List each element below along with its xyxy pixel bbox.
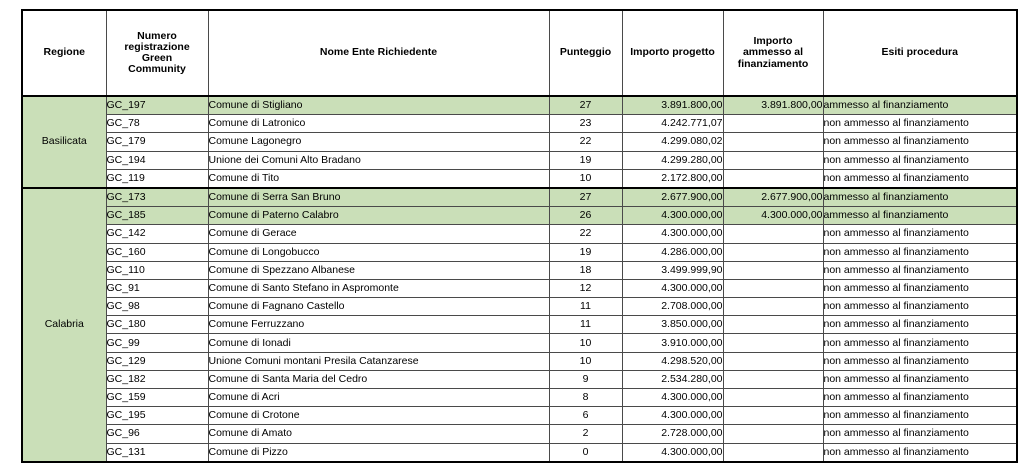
outcome-cell: ammesso al finanziamento [823, 96, 1017, 115]
registration-number-cell: GC_179 [106, 133, 208, 151]
registration-number-cell: GC_98 [106, 298, 208, 316]
outcome-cell: non ammesso al finanziamento [823, 298, 1017, 316]
admitted-amount-cell [723, 352, 823, 370]
table-row[interactable] [22, 169, 1017, 188]
registration-number-cell: GC_131 [106, 443, 208, 462]
project-amount-cell: 2.172.800,00 [622, 169, 723, 188]
score-cell: 0 [549, 443, 622, 462]
admitted-amount-cell [723, 389, 823, 407]
table-row[interactable] [22, 443, 1017, 462]
project-amount-cell: 4.300.000,00 [622, 225, 723, 243]
score-cell: 8 [549, 389, 622, 407]
table-header [22, 10, 1017, 96]
entity-name-cell: Comune Lagonegro [208, 133, 549, 151]
entity-name-cell: Comune di Latronico [208, 115, 549, 133]
header-line-4: Community [128, 63, 186, 76]
outcome-cell: non ammesso al finanziamento [823, 225, 1017, 243]
entity-name-cell: Comune di Tito [208, 169, 549, 188]
score-cell: 9 [549, 370, 622, 388]
entity-name-cell: Unione dei Comuni Alto Bradano [208, 151, 549, 169]
project-amount-cell: 3.499.999,90 [622, 261, 723, 279]
entity-name-cell: Comune di Stigliano [208, 96, 549, 115]
table-row[interactable] [22, 133, 1017, 151]
registration-number-cell: GC_182 [106, 370, 208, 388]
score-cell: 12 [549, 279, 622, 297]
table-row[interactable] [22, 407, 1017, 425]
registration-number-cell: GC_96 [106, 425, 208, 443]
score-cell: 22 [549, 225, 622, 243]
entity-name-cell: Unione Comuni montani Presila Catanzarese [208, 352, 549, 370]
admitted-amount-cell: 2.677.900,00 [723, 188, 823, 207]
entity-name-cell: Comune di Fagnano Castello [208, 298, 549, 316]
header-line-1: Importo [753, 35, 793, 48]
project-amount-cell: 3.891.800,00 [622, 96, 723, 115]
outcome-cell: non ammesso al finanziamento [823, 370, 1017, 388]
outcome-cell: non ammesso al finanziamento [823, 115, 1017, 133]
table-row[interactable] [22, 389, 1017, 407]
entity-name-cell: Comune di Serra San Bruno [208, 188, 549, 207]
entity-name-cell: Comune di Acri [208, 389, 549, 407]
table-header-row [22, 10, 1017, 96]
outcome-cell: non ammesso al finanziamento [823, 133, 1017, 151]
project-amount-cell: 4.242.771,07 [622, 115, 723, 133]
score-cell: 19 [549, 151, 622, 169]
score-cell: 23 [549, 115, 622, 133]
score-cell: 10 [549, 352, 622, 370]
admitted-amount-cell [723, 115, 823, 133]
admitted-amount-cell [723, 279, 823, 297]
header-line-3: finanziamento [737, 57, 809, 70]
registration-number-cell: GC_195 [106, 407, 208, 425]
project-amount-cell: 4.300.000,00 [622, 207, 723, 225]
score-cell: 6 [549, 407, 622, 425]
project-amount-cell: 2.728.000,00 [622, 425, 723, 443]
header-line-1: Numero [137, 29, 177, 42]
outcome-cell: non ammesso al finanziamento [823, 334, 1017, 352]
project-amount-cell: 4.300.000,00 [622, 443, 723, 462]
score-cell: 2 [549, 425, 622, 443]
outcome-cell: non ammesso al finanziamento [823, 407, 1017, 425]
outcome-cell: ammesso al finanziamento [823, 207, 1017, 225]
admitted-amount-cell: 3.891.800,00 [723, 96, 823, 115]
project-amount-cell: 4.300.000,00 [622, 407, 723, 425]
table-row[interactable] [22, 316, 1017, 334]
table-row[interactable] [22, 188, 1017, 207]
registration-number-cell: GC_91 [106, 279, 208, 297]
column-header-esiti-procedura: Esiti procedura [823, 10, 1017, 96]
admitted-amount-cell [723, 370, 823, 388]
registration-number-cell: GC_99 [106, 334, 208, 352]
project-amount-cell: 4.299.080,02 [622, 133, 723, 151]
table-row[interactable] [22, 225, 1017, 243]
score-cell: 10 [549, 169, 622, 188]
table-row[interactable] [22, 96, 1017, 115]
project-amount-cell: 3.910.000,00 [622, 334, 723, 352]
admitted-amount-cell [723, 316, 823, 334]
entity-name-cell: Comune di Pizzo [208, 443, 549, 462]
entity-name-cell: Comune di Longobucco [208, 243, 549, 261]
project-amount-cell: 2.708.000,00 [622, 298, 723, 316]
score-cell: 27 [549, 188, 622, 207]
score-cell: 10 [549, 334, 622, 352]
project-amount-cell: 4.300.000,00 [622, 279, 723, 297]
table-row[interactable] [22, 279, 1017, 297]
outcome-cell: non ammesso al finanziamento [823, 316, 1017, 334]
registration-number-cell: GC_142 [106, 225, 208, 243]
outcome-cell: non ammesso al finanziamento [823, 352, 1017, 370]
entity-name-cell: Comune Ferruzzano [208, 316, 549, 334]
admitted-amount-cell [723, 243, 823, 261]
entity-name-cell: Comune di Gerace [208, 225, 549, 243]
table-row[interactable] [22, 207, 1017, 225]
registration-number-cell: GC_78 [106, 115, 208, 133]
admitted-amount-cell [723, 298, 823, 316]
region-cell-basilicata: Basilicata [22, 96, 106, 188]
entity-name-cell: Comune di Santa Maria del Cedro [208, 370, 549, 388]
region-cell-calabria: Calabria [22, 188, 106, 462]
outcome-cell: non ammesso al finanziamento [823, 243, 1017, 261]
project-amount-cell: 4.298.520,00 [622, 352, 723, 370]
table-row[interactable] [22, 243, 1017, 261]
score-cell: 26 [549, 207, 622, 225]
score-cell: 27 [549, 96, 622, 115]
table-row[interactable] [22, 261, 1017, 279]
registration-number-cell: GC_185 [106, 207, 208, 225]
project-amount-cell: 3.850.000,00 [622, 316, 723, 334]
score-cell: 18 [549, 261, 622, 279]
table-row[interactable] [22, 115, 1017, 133]
column-header-importo-ammesso [723, 10, 823, 96]
entity-name-cell: Comune di Ionadi [208, 334, 549, 352]
entity-name-cell: Comune di Crotone [208, 407, 549, 425]
registration-number-cell: GC_110 [106, 261, 208, 279]
admitted-amount-cell [723, 151, 823, 169]
outcome-cell: non ammesso al finanziamento [823, 279, 1017, 297]
entity-name-cell: Comune di Santo Stefano in Aspromonte [208, 279, 549, 297]
project-amount-cell: 2.677.900,00 [622, 188, 723, 207]
registration-number-cell: GC_197 [106, 96, 208, 115]
admitted-amount-cell: 4.300.000,00 [723, 207, 823, 225]
admitted-amount-cell [723, 407, 823, 425]
admitted-amount-cell [723, 443, 823, 462]
project-amount-cell: 4.300.000,00 [622, 389, 723, 407]
entity-name-cell: Comune di Amato [208, 425, 549, 443]
admitted-amount-cell [723, 261, 823, 279]
header-line-2: registrazione [124, 40, 190, 53]
entity-name-cell: Comune di Paterno Calabro [208, 207, 549, 225]
table-row[interactable] [22, 151, 1017, 169]
score-cell: 11 [549, 298, 622, 316]
score-cell: 19 [549, 243, 622, 261]
header-line-2: ammesso al [742, 46, 804, 59]
outcome-cell: non ammesso al finanziamento [823, 151, 1017, 169]
column-header-numero-registrazione [106, 10, 208, 96]
registration-number-cell: GC_159 [106, 389, 208, 407]
green-community-results-table [21, 9, 1018, 463]
admitted-amount-cell [723, 133, 823, 151]
score-cell: 11 [549, 316, 622, 334]
project-amount-cell: 4.299.280,00 [622, 151, 723, 169]
registration-number-cell: GC_180 [106, 316, 208, 334]
admitted-amount-cell [723, 334, 823, 352]
registration-number-cell: GC_194 [106, 151, 208, 169]
registration-number-cell: GC_173 [106, 188, 208, 207]
outcome-cell: non ammesso al finanziamento [823, 443, 1017, 462]
column-header-importo-progetto: Importo progetto [622, 10, 723, 96]
table-row[interactable] [22, 298, 1017, 316]
spreadsheet-table-container [21, 9, 1016, 458]
header-line-3: Green [141, 52, 173, 64]
entity-name-cell: Comune di Spezzano Albanese [208, 261, 549, 279]
outcome-cell: ammesso al finanziamento [823, 188, 1017, 207]
column-header-regione: Regione [22, 10, 106, 96]
table-row[interactable] [22, 352, 1017, 370]
outcome-cell: non ammesso al finanziamento [823, 389, 1017, 407]
admitted-amount-cell [723, 225, 823, 243]
registration-number-cell: GC_160 [106, 243, 208, 261]
registration-number-cell: GC_129 [106, 352, 208, 370]
registration-number-cell: GC_119 [106, 169, 208, 188]
table-body [22, 96, 1017, 462]
outcome-cell: non ammesso al finanziamento [823, 169, 1017, 188]
outcome-cell: non ammesso al finanziamento [823, 261, 1017, 279]
admitted-amount-cell [723, 169, 823, 188]
project-amount-cell: 2.534.280,00 [622, 370, 723, 388]
outcome-cell: non ammesso al finanziamento [823, 425, 1017, 443]
table-row[interactable] [22, 425, 1017, 443]
admitted-amount-cell [723, 425, 823, 443]
column-header-punteggio: Punteggio [549, 10, 622, 96]
project-amount-cell: 4.286.000,00 [622, 243, 723, 261]
column-header-nome-ente: Nome Ente Richiedente [208, 10, 549, 96]
score-cell: 22 [549, 133, 622, 151]
table-row[interactable] [22, 370, 1017, 388]
table-row[interactable] [22, 334, 1017, 352]
